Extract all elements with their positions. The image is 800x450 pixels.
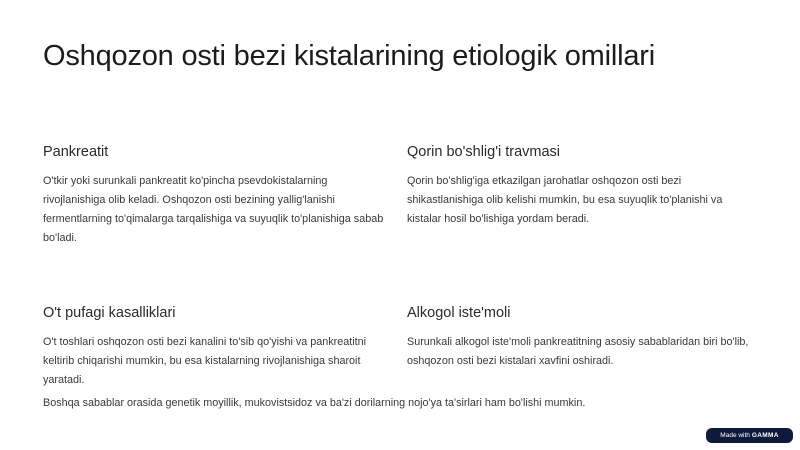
- card-alkogol: [407, 305, 752, 371]
- card-heading: Pankreatit: [43, 144, 109, 160]
- card-travma: [407, 144, 752, 229]
- card-heading: O't pufagi kasalliklari: [43, 305, 176, 321]
- card-text: O'tkir yoki surunkali pankreatit ko'pincha psevdokistalarning rivojlanishiga olib keladi. Oshqozon osti bezining yallig'lanishi fermentlarning to'qimalarga tarqalishiga va suyuqlik to'planishiga sabab bo'ladi.: [43, 175, 384, 244]
- card-pankreatit: [43, 144, 388, 248]
- footer-note: Boshqa sabablar orasida genetik moyillik, mukovistsidoz va ba'zi dorilarning nojo'ya ta'sirlari ham bo'lishi mumkin.: [43, 397, 586, 409]
- card-text: Surunkali alkogol iste'moli pankreatitning asosiy sabablaridan biri bo'lib, oshqozon osti bezi kistalari xavfini oshiradi.: [407, 336, 749, 367]
- card-heading: Alkogol iste'moli: [407, 305, 511, 321]
- card-heading: Qorin bo'shlig'i travmasi: [407, 144, 561, 160]
- badge-prefix: Made with: [720, 432, 750, 439]
- badge-brand: GAMMA: [751, 432, 779, 439]
- made-with-gamma-badge[interactable]: [706, 428, 793, 443]
- card-ot-pufagi: [43, 305, 388, 390]
- slide-title: Oshqozon osti bezi kistalarining etiologik omillari: [43, 40, 655, 72]
- card-text: O't toshlari oshqozon osti bezi kanalini to'sib qo'yishi va pankreatitni keltirib chiqarishi mumkin, bu esa kistalarning rivojlanishiga sharoit yaratadi.: [43, 336, 367, 386]
- card-text: Qorin bo'shlig'iga etkazilgan jarohatlar oshqozon osti bezi shikastlanishiga olib kelishi mumkin, bu esa suyuqlik to'planishi va kistalar hosil bo'lishiga yordam beradi.: [407, 175, 723, 225]
